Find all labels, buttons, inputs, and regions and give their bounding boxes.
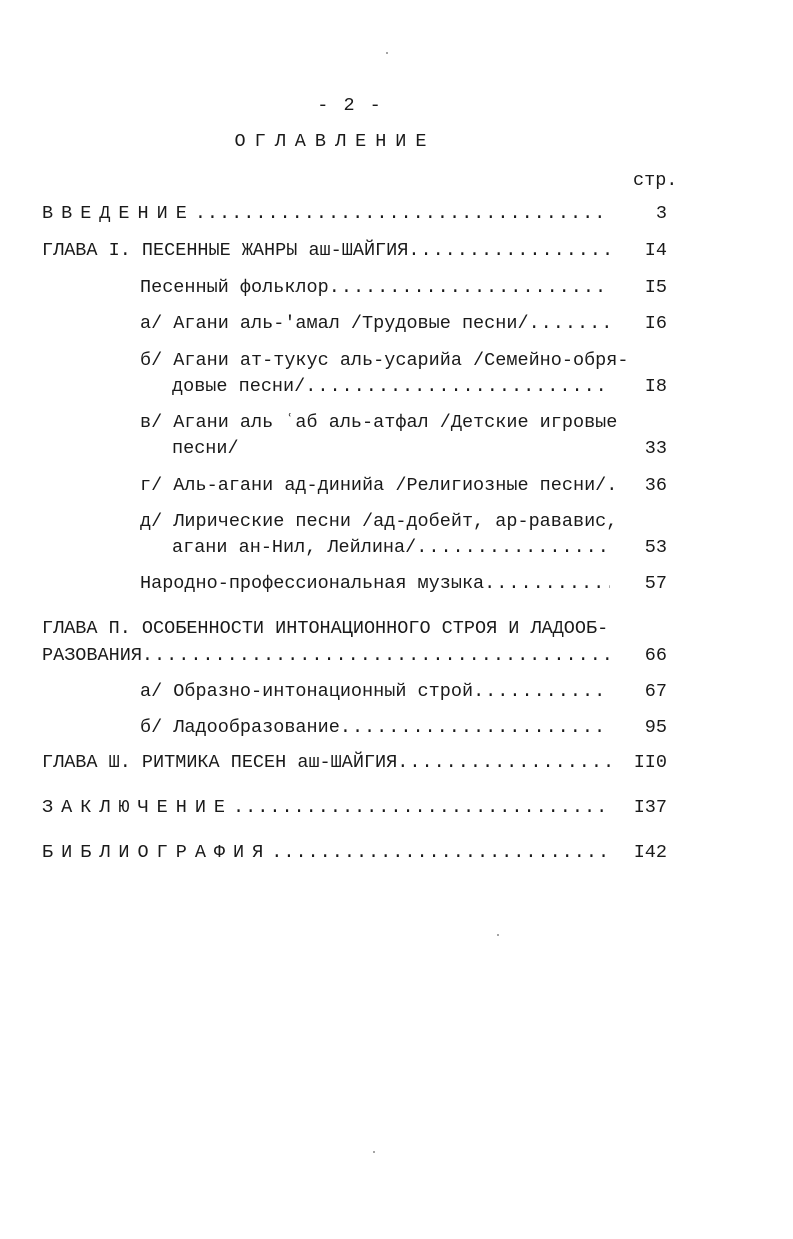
toc-entry-song-folklore (140, 277, 610, 298)
toc-entry-chapter-3 (42, 752, 610, 773)
leader-dots (271, 842, 610, 863)
toc-entry-conclusion (42, 797, 610, 818)
toc-entry-introduction (42, 203, 610, 224)
toc-entry-chapter-1 (42, 240, 610, 261)
toc-entry-1g: г/ Аль-агани ад-динийа /Религиозные песни/. (140, 475, 618, 496)
leader-dots (329, 277, 610, 298)
toc-entry-2b (140, 717, 610, 738)
toc-entry-1b-line1: б/ Агани ат-тукус аль-усарийа /Семейно-обря- (140, 350, 629, 371)
entry-page: 53 (644, 537, 667, 558)
toc-entry-1b (172, 376, 610, 397)
entry-page: I8 (644, 376, 667, 397)
entry-title: ГЛАВА I. ПЕСЕННЫЕ ЖАНРЫ аш-ШАЙГИЯ (42, 240, 409, 261)
toc-entry-1v-line1: в/ Агани аль ʿаб аль-атфал /Детские игровые (140, 412, 618, 433)
entry-title: а/ Агани аль-'амал /Трудовые песни/ (140, 313, 529, 334)
entry-page: I6 (644, 313, 667, 334)
entry-title: Народно-профессиональная музыка (140, 573, 485, 594)
entry-title: ГЛАВА Ш. РИТМИКА ПЕСЕН аш-ШАЙГИЯ (42, 752, 398, 773)
toc-entry-1v (172, 438, 610, 459)
toc-entry-1a (140, 313, 610, 334)
entry-page: 36 (644, 475, 667, 496)
toc-entry-chapter-2 (42, 645, 610, 666)
scan-speck (497, 934, 499, 936)
entry-page: 3 (655, 203, 667, 224)
leader-dots (484, 573, 610, 594)
entry-page: 95 (644, 717, 667, 738)
toc-entry-2a (140, 681, 610, 702)
entry-page: I42 (633, 842, 667, 863)
entry-title: а/ Образно-интонационный строй (140, 681, 474, 702)
toc-entry-1d (172, 537, 610, 558)
page-number: - 2 - (317, 95, 383, 116)
entry-title: песни/ (172, 438, 239, 459)
entry-page: I5 (644, 277, 667, 298)
entry-page: 57 (644, 573, 667, 594)
entry-page: 66 (644, 645, 667, 666)
entry-title: б/ Ладообразование (140, 717, 340, 738)
leader-dots (305, 376, 610, 397)
entry-page: I37 (633, 797, 667, 818)
entry-title: БИБЛИОГРАФИЯ (42, 842, 272, 863)
toc-entry-chapter-2-line1: ГЛАВА П. ОСОБЕННОСТИ ИНТОНАЦИОННОГО СТРОЯ И ЛАДООБ- (42, 618, 609, 639)
leader-dots (416, 537, 610, 558)
entry-title: довые песни/ (172, 376, 306, 397)
entry-page: I4 (644, 240, 667, 261)
entry-title: Песенный фольклор (140, 277, 329, 298)
toc-entry-1d-line1: д/ Лирические песни /ад-добейт, ар-рававис, (140, 511, 618, 532)
entry-title: ВВЕДЕНИЕ (42, 203, 195, 224)
entry-page: 33 (644, 438, 667, 459)
leader-dots (529, 313, 610, 334)
entry-title: РАЗОВАНИЯ (42, 645, 142, 666)
page-column-label: стр. (633, 170, 678, 191)
entry-title: агани ан-Нил, Лейлина/ (172, 537, 417, 558)
leader-dots (473, 681, 610, 702)
entry-page: II0 (633, 752, 667, 773)
leader-dots (142, 645, 610, 666)
leader-dots (397, 752, 610, 773)
toc-heading: ОГЛАВЛЕНИЕ (234, 131, 436, 152)
leader-dots (195, 203, 610, 224)
toc-entry-folk-professional-music (140, 573, 610, 594)
leader-dots (340, 717, 610, 738)
scan-speck (373, 1151, 375, 1153)
entry-page: 67 (644, 681, 667, 702)
leader-dots (233, 797, 610, 818)
leader-dots (408, 240, 610, 261)
scan-speck (386, 52, 388, 54)
toc-entry-bibliography (42, 842, 610, 863)
entry-title: ЗАКЛЮЧЕНИЕ (42, 797, 234, 818)
